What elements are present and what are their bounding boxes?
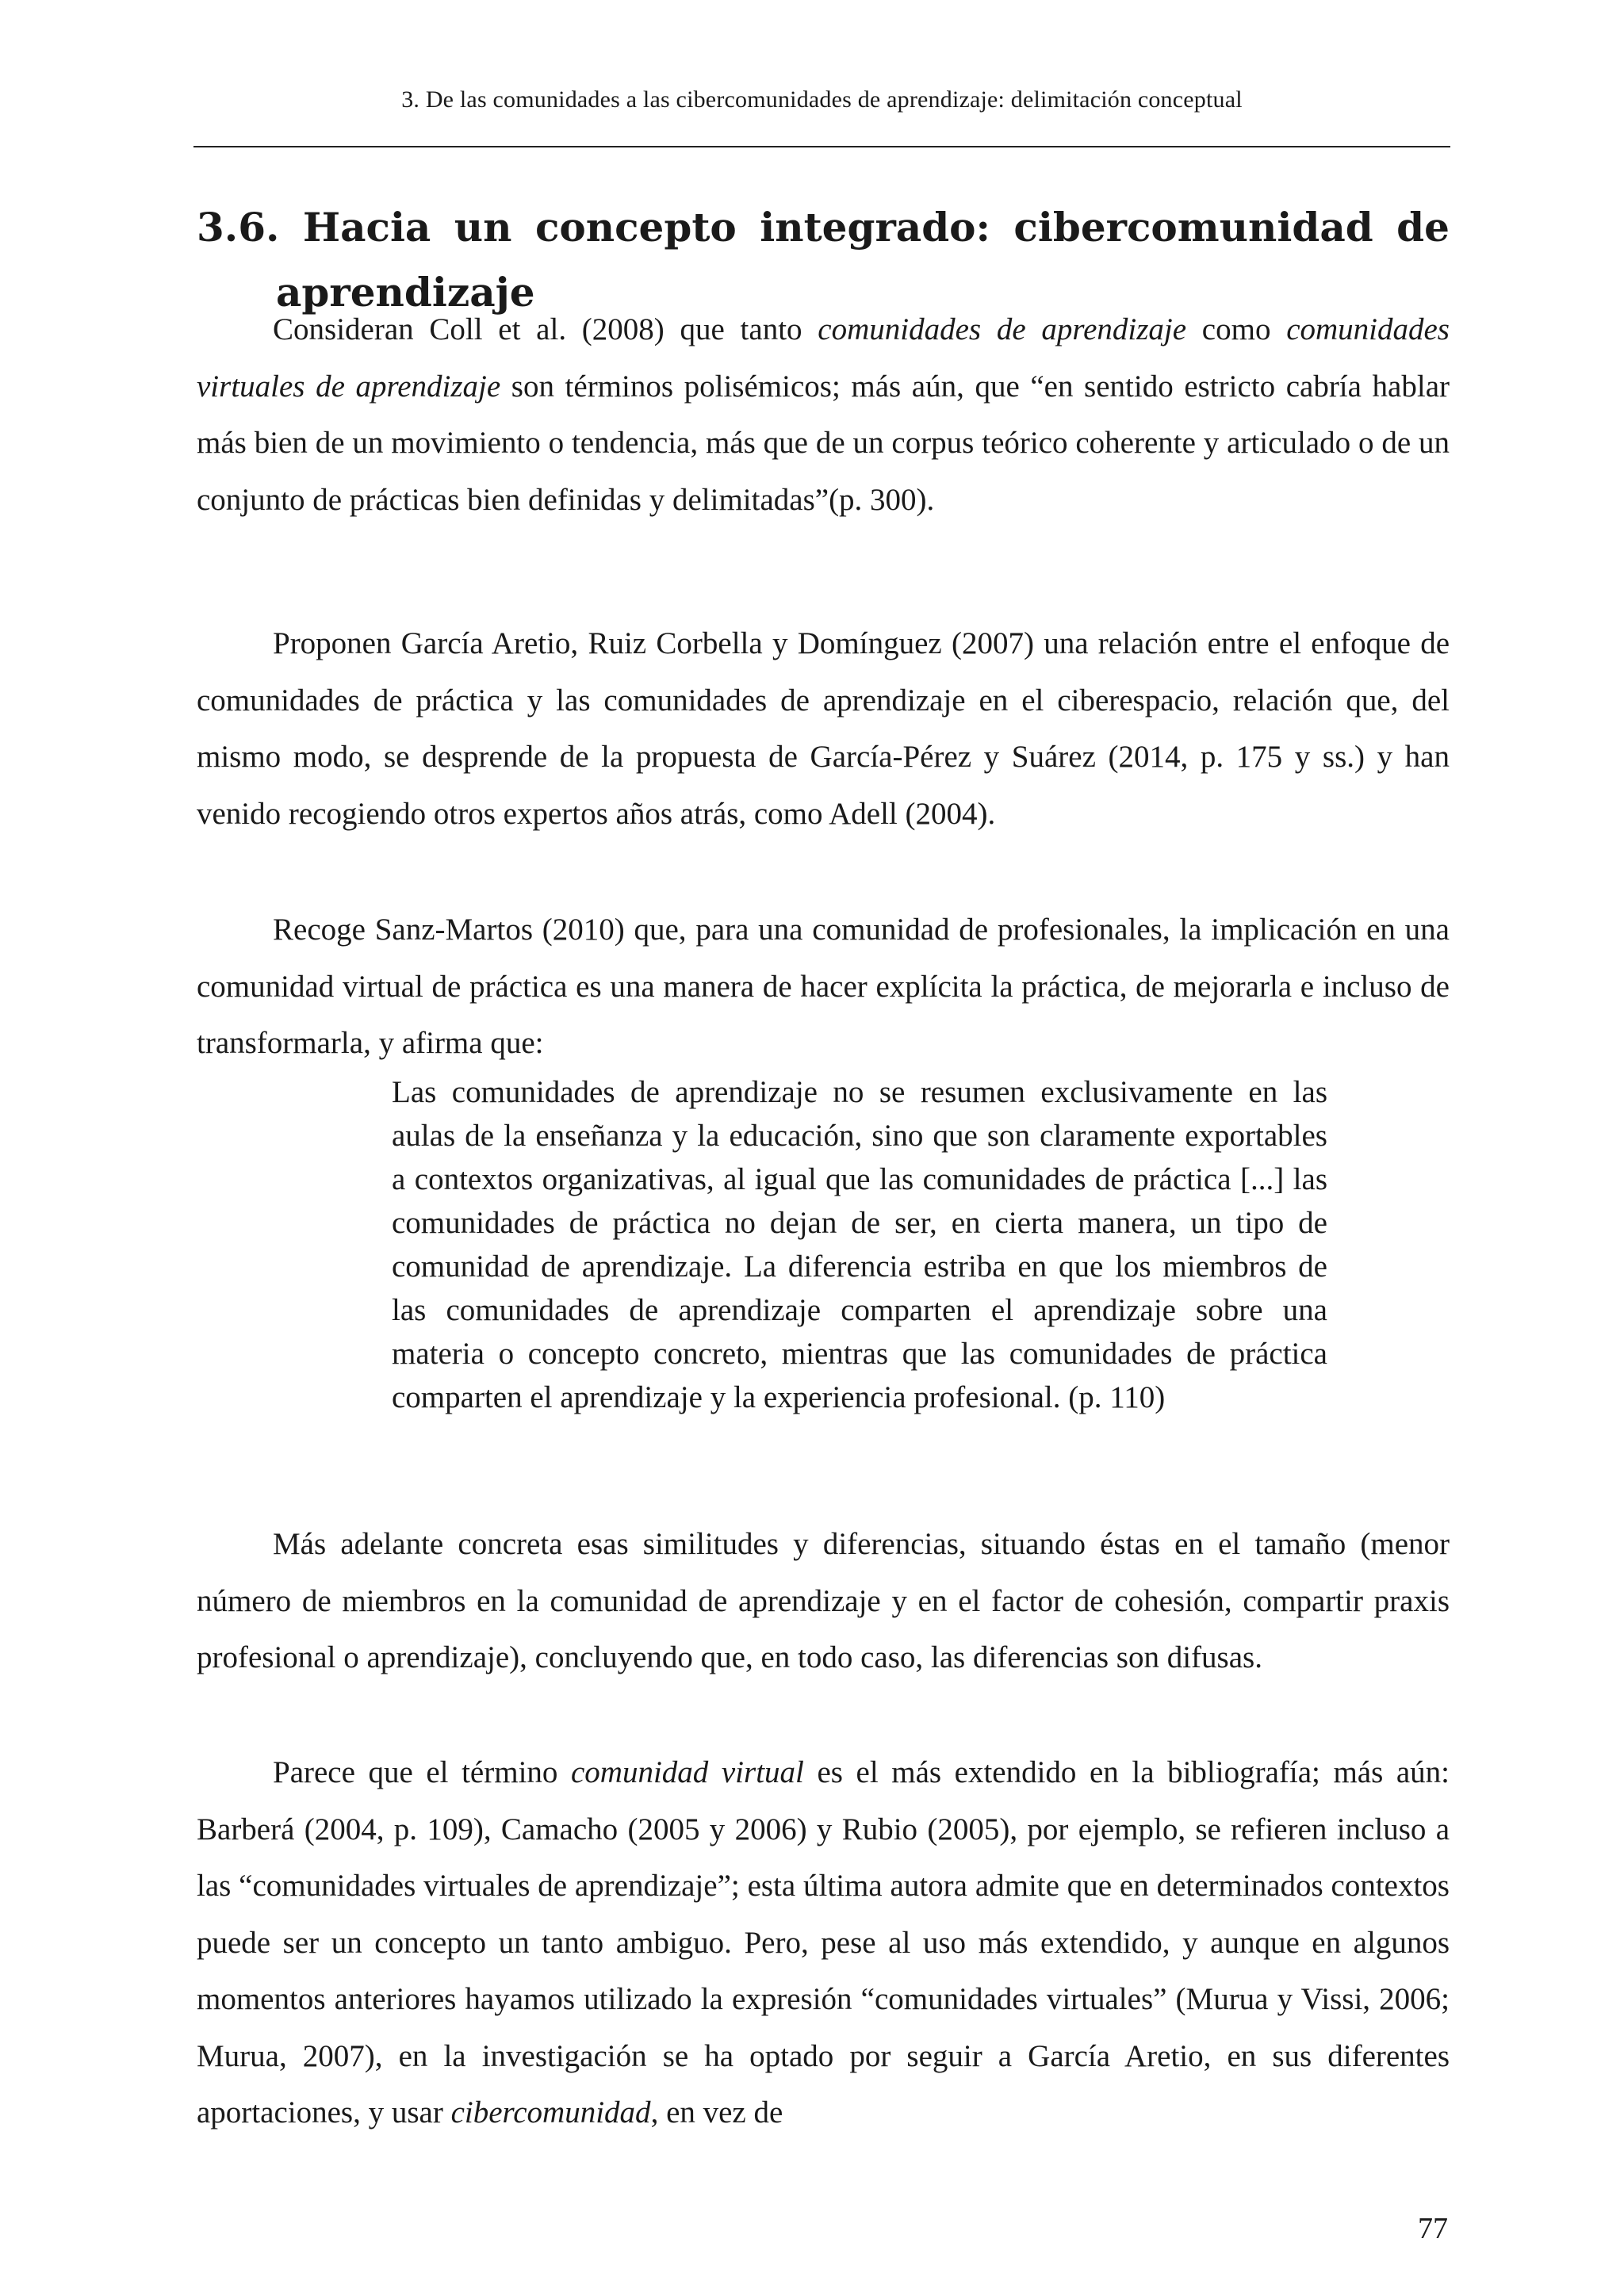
italic-term: cibercomunidad [450, 2095, 651, 2130]
section-heading-line-1 [197, 195, 1450, 260]
paragraph-3: Recoge Sanz-Martos (2010) que, para una comunidad de profesionales, la implicación en una comunidad virtual de práctica es una manera de hacer explícita la práctica, de mejorarla e incluso de transformarla, y afirma que: [197, 913, 1450, 1060]
section-title-word: concepto [534, 204, 737, 251]
header-rule [193, 146, 1450, 147]
italic-term: comunidades de aprendizaje [818, 312, 1187, 346]
paragraph-text: Consideran Coll et al. (2008) que tanto [273, 312, 818, 346]
section-number: 3.6. [197, 204, 280, 251]
running-header: 3. De las comunidades a las cibercomunidades de aprendizaje: delimitación conceptual [401, 86, 1243, 113]
italic-term: comunidad virtual [570, 1755, 804, 1789]
paragraph-text: Parece que el término [273, 1755, 571, 1789]
paragraph-1 [197, 301, 1450, 528]
paragraph-text: como [1186, 312, 1287, 346]
paragraph-5 [197, 1744, 1450, 2141]
section-title-word: integrado: [760, 204, 990, 251]
section-title-word: Hacia [302, 204, 431, 251]
section-title-word: de [1396, 204, 1450, 251]
block-quote: Las comunidades de aprendizaje no se resumen exclusivamente en las aulas de la enseñanza y la educación, sino que son claramente exportables a contextos organizativas, al igual que las comunidades de práctica [...] las comunidades de práctica no dejan de ser, en cierta manera, un tipo de comunidad de aprendizaje. La diferencia estriba en que los miembros de las comunidades de aprendizaje comparten el aprendizaje sobre una materia o concepto concreto, mientras que las comunidades de práctica comparten el aprendizaje y la experiencia profesional. (p. 110) [392, 1075, 1327, 1414]
section-title-word: un [454, 204, 512, 251]
section-title-word: cibercomunidad [1013, 204, 1373, 251]
paragraph-4: Más adelante concreta esas similitudes y diferencias, situando éstas en el tamaño (menor número de miembros en la comunidad de aprendizaje y en el factor de cohesión, compartir praxis profesional o aprendizaje), concluyendo que, en todo caso, las diferencias son difusas. [197, 1527, 1450, 1674]
page-number: 77 [1418, 2212, 1448, 2245]
paragraph-text: son términos polisémicos; más aún, que “en sentido estricto cabría hablar más bien de un movimiento o tendencia, más que de un corpus teórico coherente y articulado o de un conjunto de prácticas bien definidas y delimitadas”(p. 300). [197, 369, 1450, 517]
paragraph-text: es el más extendido en la bibliografía; más aún: Barberá (2004, p. 109), Camacho (2005 y 2006) y Rubio (2005), por ejemplo, se refieren incluso a las “comunidades virtuales de aprendizaje”; esta última autora admite que en determinados contextos puede ser un concepto un tanto ambiguo. Pero, pese al uso más extendido, y aunque en algunos momentos anteriores hayamos utilizado la expresión “comunidades virtuales” (Murua y Vissi, 2006; Murua, 2007), en la investigación se ha optado por seguir a García Aretio, en sus diferentes aportaciones, y usar [197, 1755, 1450, 2130]
paragraph-2: Proponen García Aretio, Ruiz Corbella y Domínguez (2007) una relación entre el enfoque de comunidades de práctica y las comunidades de aprendizaje en el ciberespacio, relación que, del mismo modo, se desprende de la propuesta de García-Pérez y Suárez (2014, p. 175 y ss.) y han venido recogiendo otros expertos años atrás, como Adell (2004). [197, 626, 1450, 831]
italic-term: comunidades virtuales de aprendizaje [197, 312, 1450, 404]
paragraph-text: , en vez de [650, 2095, 783, 2130]
section-heading-line-2: aprendizaje [276, 269, 535, 316]
